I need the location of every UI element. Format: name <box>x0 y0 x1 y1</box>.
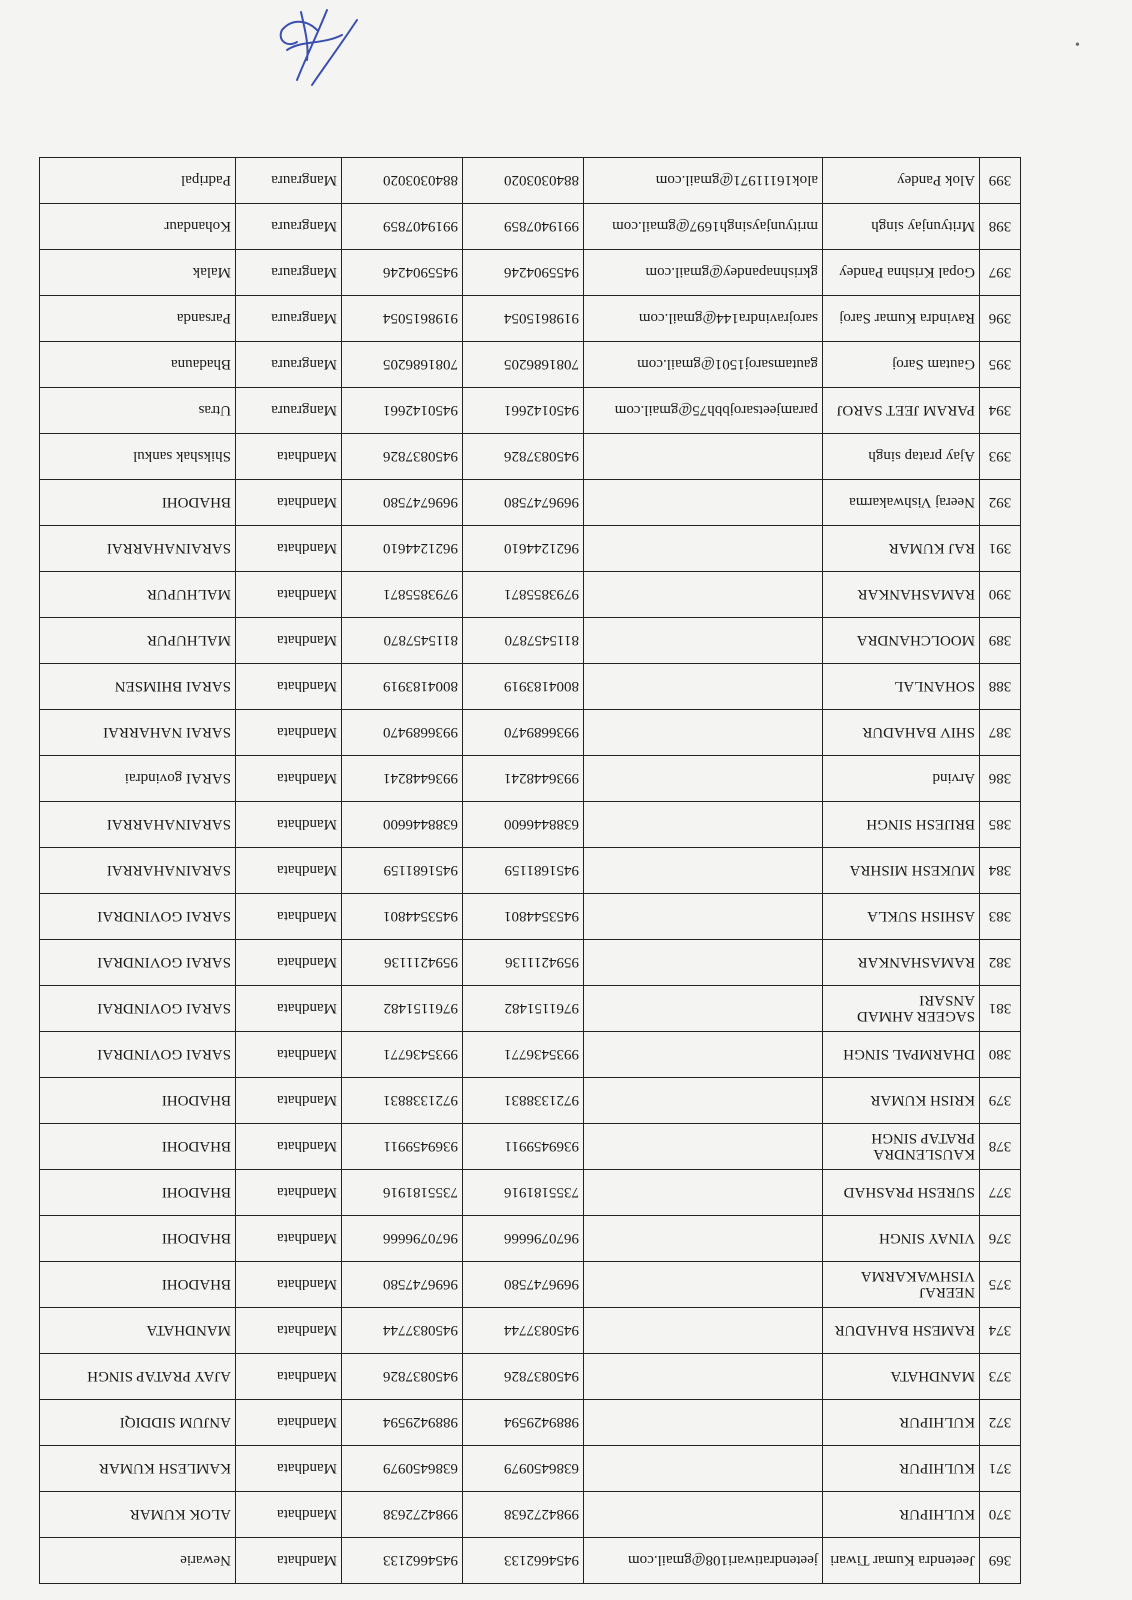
block-cell: Mandhata <box>236 1492 342 1538</box>
phone-cell: 9721338831 <box>463 1078 584 1124</box>
village-cell: Malak <box>40 250 236 296</box>
village-cell: SARAI GOVINDRAI <box>40 894 236 940</box>
name-cell: KRISH KUMAR <box>823 1078 980 1124</box>
table-row <box>40 1078 1021 1124</box>
phone-cell: 8115457870 <box>463 618 584 664</box>
name-cell: RAMASHANKAR <box>823 940 980 986</box>
serial-number-cell: 390 <box>980 572 1021 618</box>
email-cell: sarojravindra144@gmail.com <box>584 296 823 342</box>
village-cell: BHADOHI <box>40 1170 236 1216</box>
village-cell: Kohandaur <box>40 204 236 250</box>
whatsapp-cell: 9369459911 <box>342 1124 463 1170</box>
village-cell: BHADOHI <box>40 480 236 526</box>
block-cell: Mandhata <box>236 894 342 940</box>
serial-number-cell: 391 <box>980 526 1021 572</box>
serial-number-cell: 393 <box>980 434 1021 480</box>
whatsapp-cell: 9936689470 <box>342 710 463 756</box>
email-cell <box>584 1446 823 1492</box>
table-row <box>40 434 1021 480</box>
village-cell: SARAI BHIMSEN <box>40 664 236 710</box>
phone-cell: 9450837826 <box>463 1354 584 1400</box>
village-cell: SARAI GOVINDRAI <box>40 940 236 986</box>
serial-number-cell: 389 <box>980 618 1021 664</box>
name-cell: Jeetendra Kumar Tiwari <box>823 1538 980 1584</box>
name-cell: DHARMPAL SINGH <box>823 1032 980 1078</box>
whatsapp-cell: 8004183919 <box>342 664 463 710</box>
name-cell: KAUSLENDRA PRATAP SINGH <box>823 1124 980 1170</box>
serial-number-cell: 387 <box>980 710 1021 756</box>
name-cell: KULHIPUR <box>823 1446 980 1492</box>
village-cell: BHADOHI <box>40 1262 236 1308</box>
phone-cell: 9935436771 <box>463 1032 584 1078</box>
name-cell: Neeraj Vishwakarma <box>823 480 980 526</box>
name-cell: Arvind <box>823 756 980 802</box>
phone-cell: 9761151482 <box>463 986 584 1032</box>
serial-number-cell: 392 <box>980 480 1021 526</box>
whatsapp-cell: 6386450979 <box>342 1446 463 1492</box>
village-cell: Bhadauna <box>40 342 236 388</box>
email-cell <box>584 1400 823 1446</box>
serial-number-cell: 383 <box>980 894 1021 940</box>
whatsapp-cell: 9450837826 <box>342 434 463 480</box>
village-cell: BHADOHI <box>40 1216 236 1262</box>
email-cell <box>584 1308 823 1354</box>
village-cell: MANDHATA <box>40 1308 236 1354</box>
whatsapp-cell: 8840303020 <box>342 158 463 204</box>
block-cell: Mandhata <box>236 480 342 526</box>
table-row <box>40 158 1021 204</box>
block-cell: Mandhata <box>236 526 342 572</box>
village-cell: Shikshak sankul <box>40 434 236 480</box>
table-row <box>40 710 1021 756</box>
serial-number-cell: 377 <box>980 1170 1021 1216</box>
whatsapp-cell: 6388446600 <box>342 802 463 848</box>
table-row <box>40 1124 1021 1170</box>
name-cell: Mrityunjay singh <box>823 204 980 250</box>
table-row <box>40 296 1021 342</box>
whatsapp-cell: 9721338831 <box>342 1078 463 1124</box>
email-cell <box>584 1032 823 1078</box>
whatsapp-cell: 9451681159 <box>342 848 463 894</box>
whatsapp-cell: 9761151482 <box>342 986 463 1032</box>
registration-table <box>39 157 1021 1584</box>
phone-cell: 9454662133 <box>463 1538 584 1584</box>
serial-number-cell: 399 <box>980 158 1021 204</box>
email-cell: mrityunjaysingh1697@gmail.com <box>584 204 823 250</box>
village-cell: MALHUPUR <box>40 572 236 618</box>
email-cell: paramjeetsarojbbh75@gmail.com <box>584 388 823 434</box>
table-body <box>40 158 1021 1584</box>
serial-number-cell: 394 <box>980 388 1021 434</box>
serial-number-cell: 382 <box>980 940 1021 986</box>
whatsapp-cell: 9936448241 <box>342 756 463 802</box>
serial-number-cell: 395 <box>980 342 1021 388</box>
phone-cell: 7081686205 <box>463 342 584 388</box>
village-cell: SARAINAHARRAI <box>40 848 236 894</box>
village-cell: KAMLESH KUMAR <box>40 1446 236 1492</box>
phone-cell: 9696747580 <box>463 1262 584 1308</box>
block-cell: Mandhata <box>236 1446 342 1492</box>
whatsapp-cell: 9696747580 <box>342 480 463 526</box>
name-cell: MANDHATA <box>823 1354 980 1400</box>
name-cell: NEERAJ VISHWAKARMA <box>823 1262 980 1308</box>
email-cell <box>584 1216 823 1262</box>
whatsapp-cell: 9453544801 <box>342 894 463 940</box>
table-row <box>40 1262 1021 1308</box>
serial-number-cell: 380 <box>980 1032 1021 1078</box>
serial-number-cell: 385 <box>980 802 1021 848</box>
village-cell: SARAI NAHARRAI <box>40 710 236 756</box>
name-cell: KULHIPUR <box>823 1400 980 1446</box>
village-cell: SARAINAHARRAI <box>40 526 236 572</box>
whatsapp-cell: 9793855871 <box>342 572 463 618</box>
serial-number-cell: 370 <box>980 1492 1021 1538</box>
village-cell: SARAI govindrai <box>40 756 236 802</box>
village-cell: Padripal <box>40 158 236 204</box>
email-cell <box>584 1170 823 1216</box>
phone-cell: 7355181916 <box>463 1170 584 1216</box>
block-cell: Mandhata <box>236 1308 342 1354</box>
email-cell <box>584 480 823 526</box>
serial-number-cell: 371 <box>980 1446 1021 1492</box>
name-cell: Ravindra Kumar Saroj <box>823 296 980 342</box>
phone-cell: 9936689470 <box>463 710 584 756</box>
whatsapp-cell: 9450837826 <box>342 1354 463 1400</box>
whatsapp-cell: 7355181916 <box>342 1170 463 1216</box>
village-cell: SARAINAHARRAI <box>40 802 236 848</box>
block-cell: Mandhata <box>236 1032 342 1078</box>
serial-number-cell: 381 <box>980 986 1021 1032</box>
village-cell: SARAI GOVINDRAI <box>40 986 236 1032</box>
name-cell: Ajay pratap singh <box>823 434 980 480</box>
serial-number-cell: 388 <box>980 664 1021 710</box>
whatsapp-cell: 9696747580 <box>342 1262 463 1308</box>
email-cell <box>584 618 823 664</box>
whatsapp-cell: 9455904246 <box>342 250 463 296</box>
village-cell: AJAY PRATAP SINGH <box>40 1354 236 1400</box>
block-cell: Mandhata <box>236 664 342 710</box>
email-cell: gautamsaroj1501@gmail.com <box>584 342 823 388</box>
block-cell: Mandhata <box>236 986 342 1032</box>
phone-cell: 9919407859 <box>463 204 584 250</box>
email-cell: gkrishnapandey@gmail.com <box>584 250 823 296</box>
name-cell: Gopal Krishna Pandey <box>823 250 980 296</box>
name-cell: RAMASHANKAR <box>823 572 980 618</box>
phone-cell: 9984272638 <box>463 1492 584 1538</box>
whatsapp-cell: 7081686205 <box>342 342 463 388</box>
phone-cell: 6386450979 <box>463 1446 584 1492</box>
name-cell: MUKESH MISHRA <box>823 848 980 894</box>
table-row <box>40 1538 1021 1584</box>
village-cell: SARAI GOVINDRAI <box>40 1032 236 1078</box>
table-row <box>40 986 1021 1032</box>
phone-cell: 9621244610 <box>463 526 584 572</box>
table-row <box>40 204 1021 250</box>
block-cell: Mangraura <box>236 158 342 204</box>
table-row <box>40 342 1021 388</box>
block-cell: Mandhata <box>236 1262 342 1308</box>
whatsapp-cell: 9198615054 <box>342 296 463 342</box>
name-cell: SAGEER AHMAD ANSARI <box>823 986 980 1032</box>
block-cell: Mangraura <box>236 342 342 388</box>
table-row <box>40 526 1021 572</box>
whatsapp-cell: 9621244610 <box>342 526 463 572</box>
village-cell: MALHUPUR <box>40 618 236 664</box>
name-cell: PARAM JEET SAROJ <box>823 388 980 434</box>
name-cell: MOOLCHANDRA <box>823 618 980 664</box>
serial-number-cell: 397 <box>980 250 1021 296</box>
village-cell: ALOK KUMAR <box>40 1492 236 1538</box>
email-cell: alok16111971@gmail.com <box>584 158 823 204</box>
block-cell: Mandhata <box>236 618 342 664</box>
serial-number-cell: 369 <box>980 1538 1021 1584</box>
whatsapp-cell: 9450142661 <box>342 388 463 434</box>
name-cell: RAJ KUMAR <box>823 526 980 572</box>
block-cell: Mandhata <box>236 572 342 618</box>
block-cell: Mandhata <box>236 756 342 802</box>
village-cell: Newarie <box>40 1538 236 1584</box>
table-row <box>40 940 1021 986</box>
serial-number-cell: 386 <box>980 756 1021 802</box>
phone-cell: 9889429594 <box>463 1400 584 1446</box>
email-cell <box>584 526 823 572</box>
village-cell: Utras <box>40 388 236 434</box>
name-cell: Gautam Saroj <box>823 342 980 388</box>
name-cell: BRIJESH SINGH <box>823 802 980 848</box>
phone-cell: 9450142661 <box>463 388 584 434</box>
phone-cell: 9451681159 <box>463 848 584 894</box>
block-cell: Mandhata <box>236 848 342 894</box>
serial-number-cell: 378 <box>980 1124 1021 1170</box>
table-row <box>40 1446 1021 1492</box>
table-row <box>40 894 1021 940</box>
table-row <box>40 250 1021 296</box>
whatsapp-cell: 9984272638 <box>342 1492 463 1538</box>
email-cell <box>584 756 823 802</box>
table-row <box>40 572 1021 618</box>
phone-cell: 9936448241 <box>463 756 584 802</box>
phone-cell: 9670796666 <box>463 1216 584 1262</box>
block-cell: Mandhata <box>236 1400 342 1446</box>
phone-cell: 9450837826 <box>463 434 584 480</box>
block-cell: Mandhata <box>236 1078 342 1124</box>
block-cell: Mandhata <box>236 1124 342 1170</box>
block-cell: Mandhata <box>236 1170 342 1216</box>
block-cell: Mandhata <box>236 1216 342 1262</box>
handwritten-signature-icon <box>267 0 367 90</box>
email-cell <box>584 572 823 618</box>
whatsapp-cell: 8115457870 <box>342 618 463 664</box>
name-cell: VINAY SINGH <box>823 1216 980 1262</box>
block-cell: Mandhata <box>236 710 342 756</box>
table-row <box>40 1492 1021 1538</box>
phone-cell: 8840303020 <box>463 158 584 204</box>
block-cell: Mandhata <box>236 1538 342 1584</box>
email-cell <box>584 1492 823 1538</box>
email-cell <box>584 894 823 940</box>
table-row <box>40 1170 1021 1216</box>
serial-number-cell: 375 <box>980 1262 1021 1308</box>
serial-number-cell: 374 <box>980 1308 1021 1354</box>
serial-number-cell: 396 <box>980 296 1021 342</box>
block-cell: Mangraura <box>236 204 342 250</box>
phone-cell: 6388446600 <box>463 802 584 848</box>
whatsapp-cell: 9935436771 <box>342 1032 463 1078</box>
phone-cell: 9594211136 <box>463 940 584 986</box>
email-cell <box>584 1262 823 1308</box>
block-cell: Mandhata <box>236 802 342 848</box>
block-cell: Mandhata <box>236 1354 342 1400</box>
village-cell: ANJUM SIDDIQI <box>40 1400 236 1446</box>
village-cell: BHADOHI <box>40 1078 236 1124</box>
block-cell: Mangraura <box>236 388 342 434</box>
table-row <box>40 1354 1021 1400</box>
serial-number-cell: 384 <box>980 848 1021 894</box>
phone-cell: 9198615054 <box>463 296 584 342</box>
email-cell <box>584 940 823 986</box>
name-cell: SURESH PRASHAD <box>823 1170 980 1216</box>
table-row <box>40 1032 1021 1078</box>
village-cell: BHADOHI <box>40 1124 236 1170</box>
email-cell <box>584 848 823 894</box>
whatsapp-cell: 9889429594 <box>342 1400 463 1446</box>
phone-cell: 9793855871 <box>463 572 584 618</box>
name-cell: RAMESH BAHADUR <box>823 1308 980 1354</box>
name-cell: SHIV BAHADUR <box>823 710 980 756</box>
email-cell <box>584 710 823 756</box>
block-cell: Mandhata <box>236 434 342 480</box>
serial-number-cell: 376 <box>980 1216 1021 1262</box>
whatsapp-cell: 9450837744 <box>342 1308 463 1354</box>
phone-cell: 9369459911 <box>463 1124 584 1170</box>
scan-mark: • <box>1075 38 1080 53</box>
table-row <box>40 388 1021 434</box>
phone-cell: 9696747580 <box>463 480 584 526</box>
table-row <box>40 802 1021 848</box>
email-cell <box>584 664 823 710</box>
village-cell: Parsanda <box>40 296 236 342</box>
whatsapp-cell: 9670796666 <box>342 1216 463 1262</box>
whatsapp-cell: 9454662133 <box>342 1538 463 1584</box>
serial-number-cell: 373 <box>980 1354 1021 1400</box>
table-row <box>40 1216 1021 1262</box>
email-cell <box>584 1354 823 1400</box>
phone-cell: 9453544801 <box>463 894 584 940</box>
email-cell <box>584 986 823 1032</box>
table-row <box>40 1308 1021 1354</box>
table-row <box>40 664 1021 710</box>
name-cell: Alok Pandey <box>823 158 980 204</box>
whatsapp-cell: 9919407859 <box>342 204 463 250</box>
email-cell <box>584 1124 823 1170</box>
name-cell: KULHIPUR <box>823 1492 980 1538</box>
email-cell <box>584 802 823 848</box>
phone-cell: 8004183919 <box>463 664 584 710</box>
phone-cell: 9455904246 <box>463 250 584 296</box>
block-cell: Mandhata <box>236 940 342 986</box>
serial-number-cell: 379 <box>980 1078 1021 1124</box>
serial-number-cell: 372 <box>980 1400 1021 1446</box>
table-row <box>40 618 1021 664</box>
table-row <box>40 756 1021 802</box>
email-cell <box>584 1078 823 1124</box>
table-row <box>40 1400 1021 1446</box>
phone-cell: 9450837744 <box>463 1308 584 1354</box>
whatsapp-cell: 9594211136 <box>342 940 463 986</box>
block-cell: Mangraura <box>236 250 342 296</box>
name-cell: SOHANLAL <box>823 664 980 710</box>
name-cell: ASHISH SUKLA <box>823 894 980 940</box>
serial-number-cell: 398 <box>980 204 1021 250</box>
email-cell <box>584 434 823 480</box>
email-cell: jeetendratiwari108@gmail.com <box>584 1538 823 1584</box>
block-cell: Mangraura <box>236 296 342 342</box>
table-row <box>40 480 1021 526</box>
table-row <box>40 848 1021 894</box>
